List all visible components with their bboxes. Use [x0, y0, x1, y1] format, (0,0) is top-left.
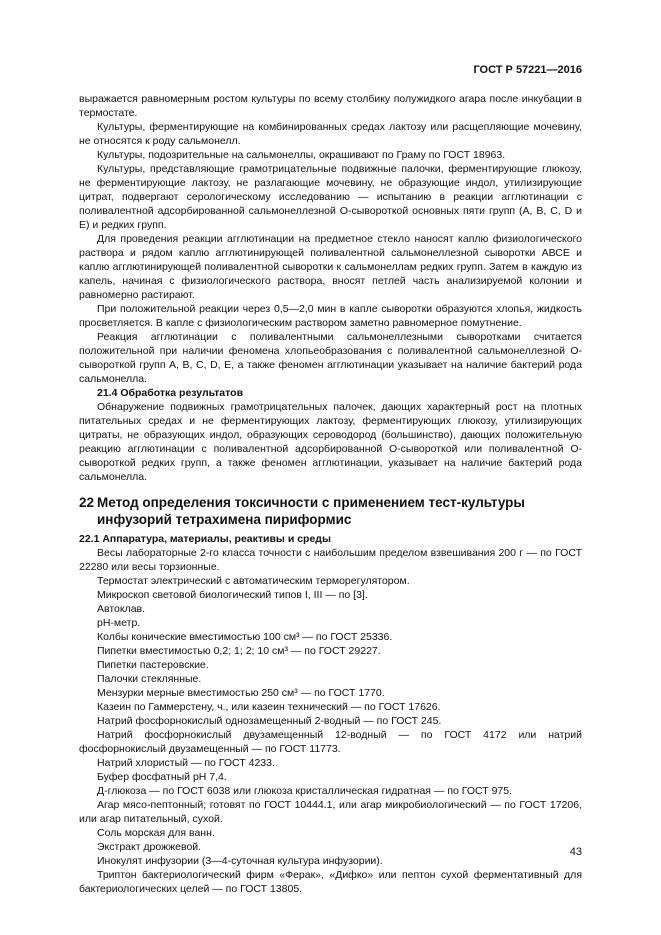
- list-item: Инокулят инфузории (3—4-суточная культура инфузории).: [97, 855, 383, 867]
- list-item: Экстракт дрожжевой.: [97, 841, 202, 853]
- list-item: Автоклав.: [97, 603, 146, 615]
- subsection-heading: 21.4 Обработка результатов: [97, 387, 244, 399]
- paragraph: Обнаружение подвижных грамотрицательных палочек, дающих характерный рост на плотных питательных средах и не ферментирующих лактозу, ферментирующих глюкозу, утилизирующих цитраты, не образующих индол, образующих сероводород (большинство), дающих положительную реакцию агглютинации с поливалентной адсорбированной О-сывороткой или поливалентной О-сывороткой редких групп, а также феномен агглютинации, указывает на наличие бактерий рода сальмонелла.: [79, 401, 582, 483]
- list-item: Д-глюкоза — по ГОСТ 6038 или глюкоза кристаллическая гидратная — по ГОСТ 975.: [97, 785, 513, 797]
- paragraph: Для проведения реакции агглютинации на предметное стекло наносят каплю физиологического раствора и рядом каплю агглютинирующей поливалентной сальмонеллезной сыворотки АВСЕ и каплю агглютинирующей поливалентной сыворотки к сальмонеллам редких групп. Затем в каждую из капель, начиная с физиологического раствора, вносят петлей часть анализируемой колонии и равномерно растирают.: [79, 233, 582, 301]
- subsection-heading: 22.1 Аппаратура, материалы, реактивы и среды: [79, 533, 331, 545]
- list-item: Термостат электрический с автоматическим терморегулятором.: [97, 575, 410, 587]
- page-number: 43: [569, 846, 582, 858]
- list-item: Буфер фосфатный рН 7,4.: [97, 771, 227, 783]
- list-item: Натрий фосфорнокислый однозамещенный 2-водный — по ГОСТ 245.: [97, 715, 442, 727]
- paragraph: Культуры, представляющие грамотрицательные подвижные палочки, ферментирующие глюкозу, не ферментирующие лактозу, не разлагающие мочевину, не образующие индол, утилизирующие цитрат, подвергают серологическому исследованию — испытанию в реакции агглютинации с поливалентной адсорбированной сальмонеллезной О-сывороткой основных пяти групп (А, В, С, D и Е) и редких групп.: [79, 163, 582, 231]
- list-item: Микроскоп световой биологический типов I, III — по [3].: [97, 589, 368, 601]
- paragraph: При положительной реакции через 0,5—2,0 мин в капле сыворотки образуются хлопья, жидкость просветляется. В капле с физиологическим раствором заметно равномерное помутнение.: [79, 303, 582, 329]
- paragraph: Культуры, подозрительные на сальмонеллы, окрашивают по Граму по ГОСТ 18963.: [97, 149, 506, 161]
- list-item: Пипетки вместимостью 0,2; 1; 2; 10 см³ — по ГОСТ 29227.: [97, 645, 381, 657]
- list-item: Мензурки мерные вместимостью 250 см³ — по ГОСТ 1770.: [97, 687, 385, 699]
- section-number: 22: [79, 495, 95, 510]
- list-item: Соль морская для ванн.: [97, 827, 215, 839]
- list-item: Агар мясо-пептонный; готовят по ГОСТ 10444.1, или агар микробиологический — по ГОСТ 17206, или агар питательный, сухой.: [79, 799, 582, 825]
- list-item: Палочки стеклянные.: [97, 673, 202, 685]
- document-header: ГОСТ Р 57221—2016: [473, 64, 582, 76]
- list-item: Натрий хлористый — по ГОСТ 4233.: [97, 757, 275, 769]
- list-item: рН-метр.: [97, 617, 141, 629]
- section-heading: [79, 494, 582, 528]
- section-title: Метод определения токсичности с применением тест-культуры инфузорий тетрахимена пириформис: [97, 495, 525, 527]
- list-item: Казеин по Гаммерстену, ч., или казеин технический — по ГОСТ 17626.: [97, 701, 441, 713]
- paragraph: Реакция агглютинации с поливалентными сальмонеллезными сыворотками считается положительной при наличии феномена хлопьеобразования с поливалентной сальмонеллезной О-сывороткой групп А, В, С, D, Е, а также феномен агглютинации указывает на наличие бактерий рода сальмонелла.: [79, 331, 582, 385]
- list-item: Натрий фосфорнокислый двузамещенный 12-водный — по ГОСТ 4172 или натрий фосфорнокислый двузамещенный — по ГОСТ 11773.: [79, 729, 582, 755]
- paragraph: выражается равномерным ростом культуры по всему столбику полужидкого агара после инкубации в термостате.: [79, 93, 582, 119]
- list-item: Колбы конические вместимостью 100 см³ — по ГОСТ 25336.: [97, 631, 393, 643]
- page-content: [79, 92, 582, 896]
- list-item: Триптон бактериологический фирм «Ферак», «Дифко» или пептон сухой ферментативный для бактериологических целей — по ГОСТ 13805.: [79, 869, 582, 895]
- list-item: Весы лабораторные 2-го класса точности с наибольшим пределом взвешивания 200 г — по ГОСТ 22280 или весы торзионные.: [79, 547, 582, 573]
- paragraph: Культуры, ферментирующие на комбинированных средах лактозу или расщепляющие мочевину, не относятся к роду сальмонелл.: [79, 121, 582, 147]
- list-item: Пипетки пастеровские.: [97, 659, 209, 671]
